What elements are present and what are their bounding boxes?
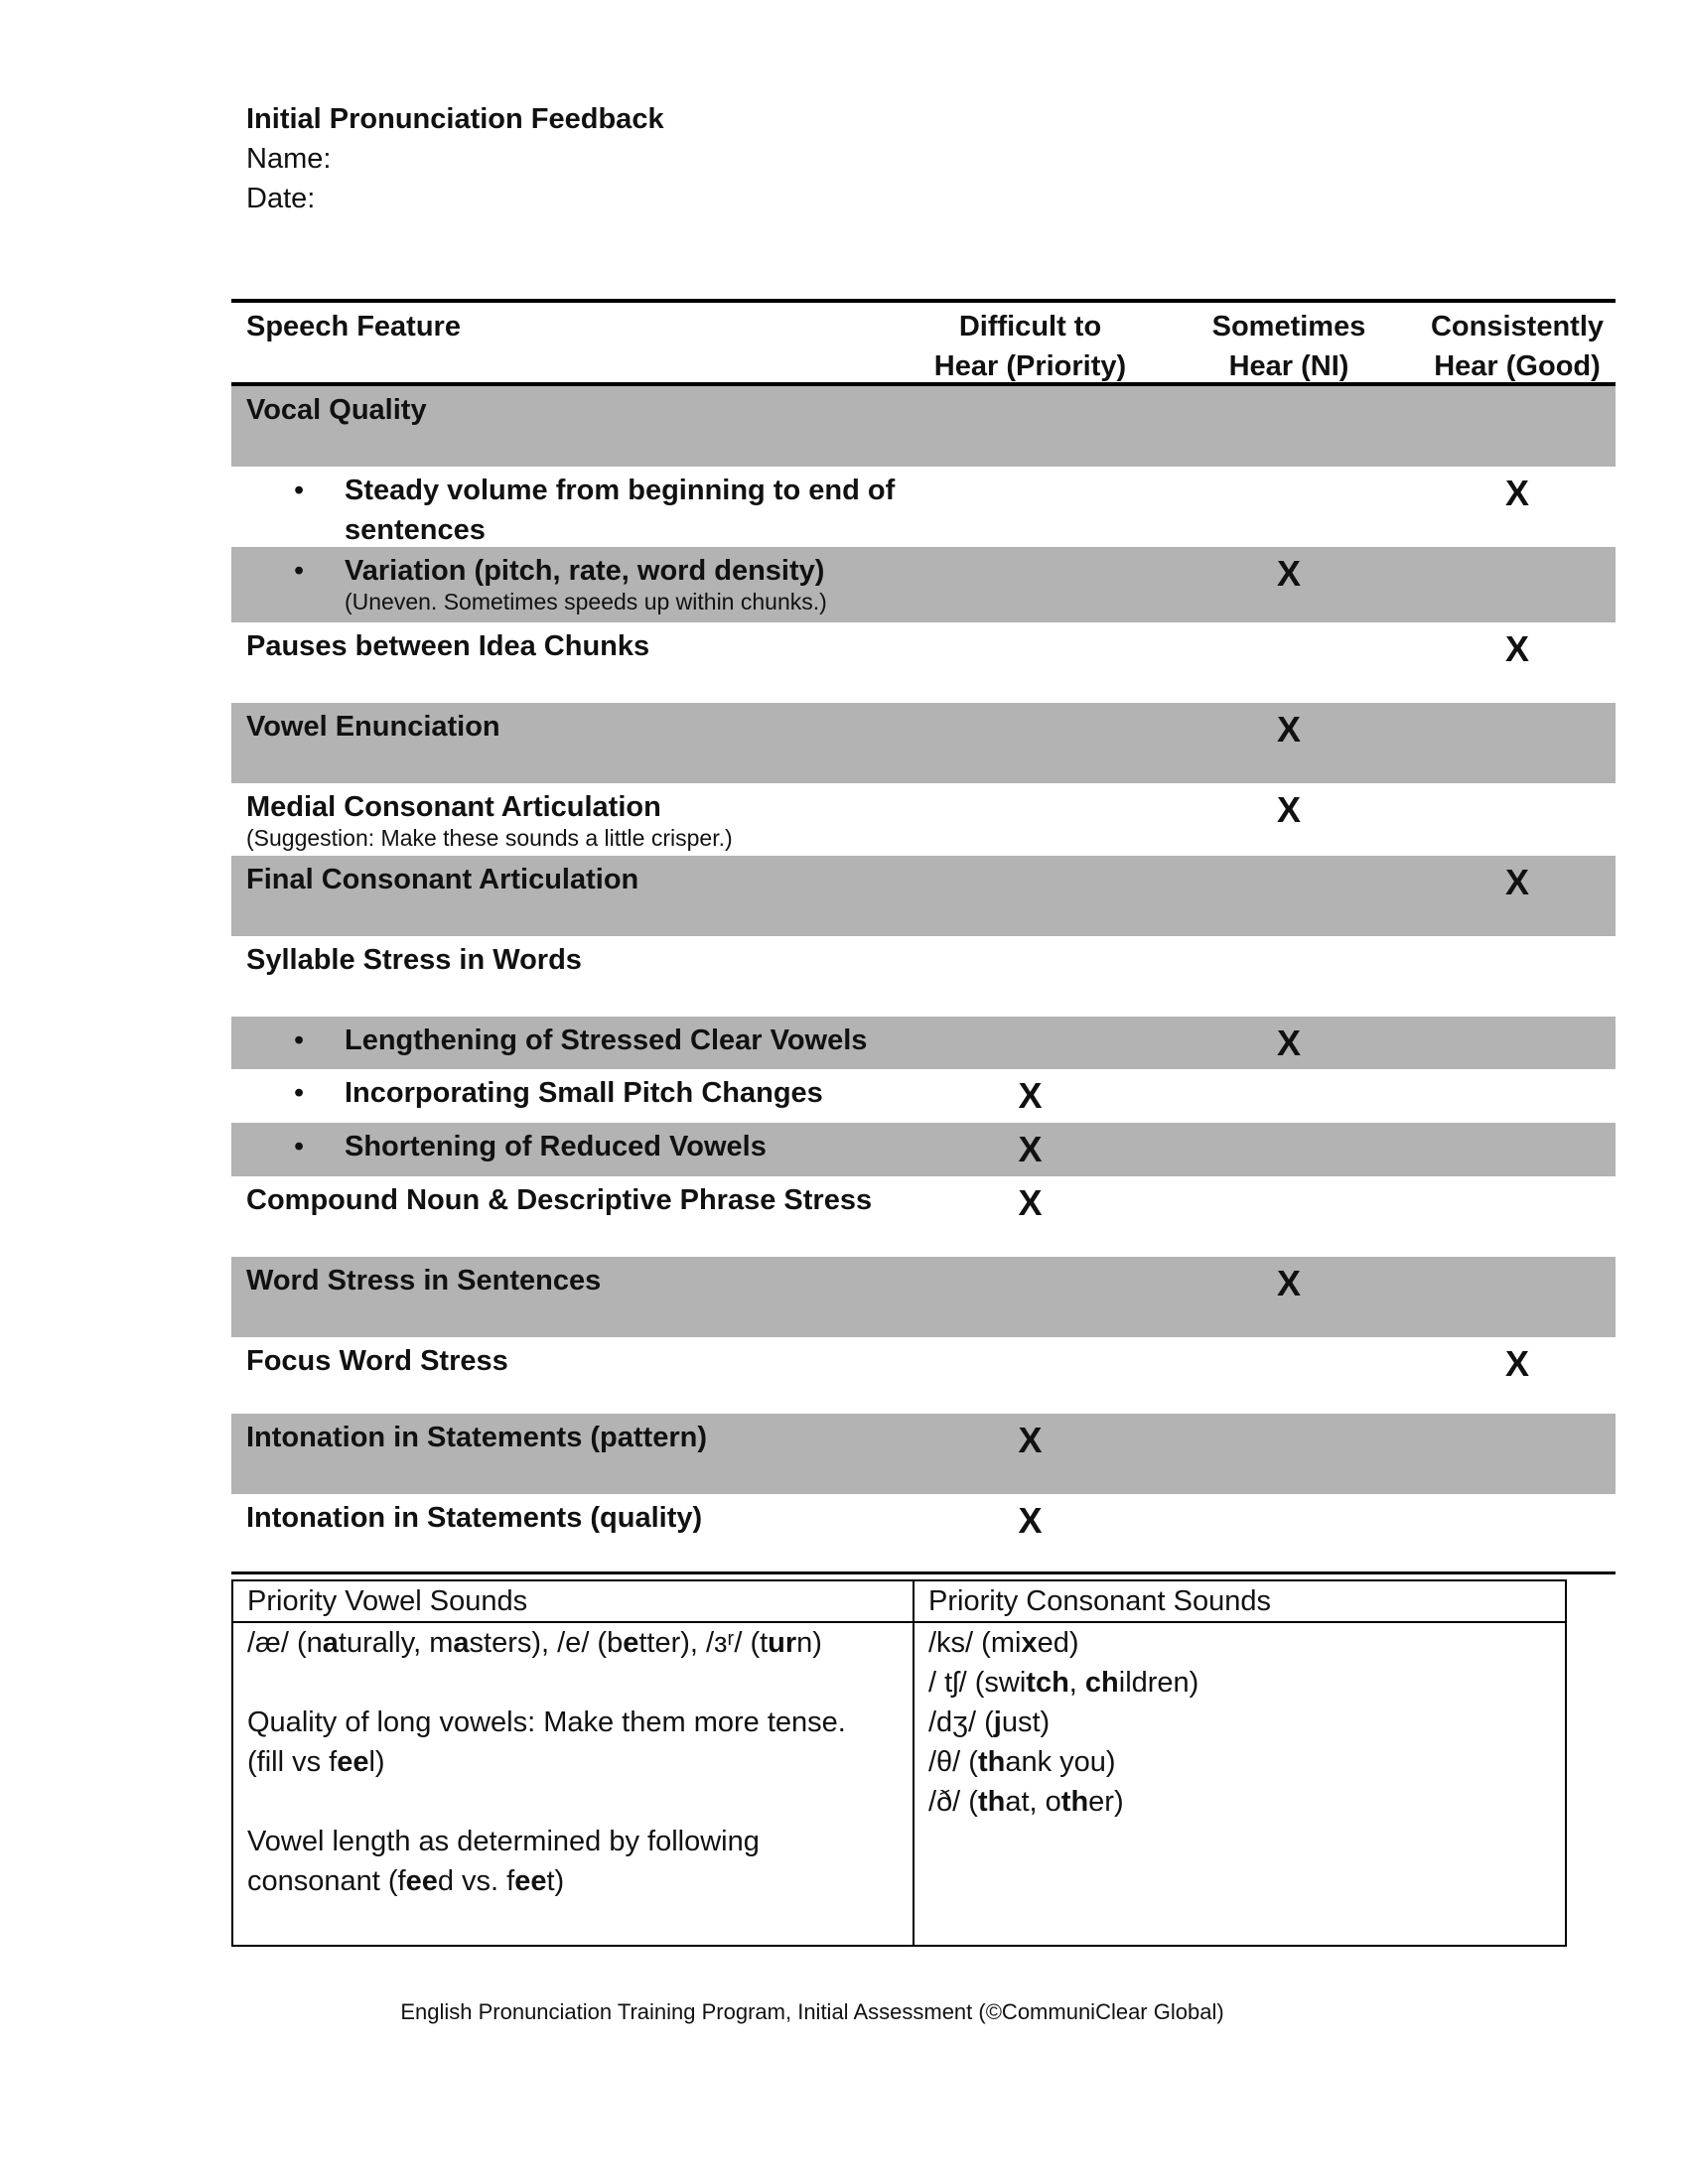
rating-cell-consistently xyxy=(1419,1257,1616,1337)
rating-mark: X xyxy=(1504,862,1529,902)
table-header-row xyxy=(231,303,1616,382)
table-row xyxy=(231,703,1616,783)
table-row xyxy=(231,467,1616,547)
speech-feature-cell xyxy=(231,1414,902,1494)
emphasized-letters: ur xyxy=(768,1627,797,1659)
feature-label: Word Stress in Sentences xyxy=(246,1265,602,1297)
document-header xyxy=(246,99,664,218)
emphasized-letters: ee xyxy=(337,1746,369,1778)
rating-cell-sometimes xyxy=(1159,1069,1419,1123)
text-segment: turally, m xyxy=(338,1627,454,1659)
text-segment: /dʒ/ ( xyxy=(928,1706,994,1738)
blank-line xyxy=(247,1663,913,1703)
table-row xyxy=(231,386,1616,467)
feature-label: Vowel Enunciation xyxy=(246,711,500,743)
feature-label: Lengthening of Stressed Clear Vowels xyxy=(345,1024,868,1056)
emphasized-letters: tch xyxy=(1026,1667,1069,1699)
rating-cell-difficult xyxy=(902,936,1159,1017)
rating-cell-difficult xyxy=(902,1069,1159,1123)
header-sometimes xyxy=(1159,303,1419,382)
feature-content xyxy=(246,783,902,853)
table-row xyxy=(231,936,1616,1017)
text-segment: (fill vs f xyxy=(247,1746,338,1778)
header-difficult-line2: Hear (Priority) xyxy=(933,350,1127,382)
feature-label: Steady volume from beginning to end of sentences xyxy=(345,475,896,546)
feature-label: Intonation in Statements (pattern) xyxy=(246,1422,707,1453)
rating-cell-consistently xyxy=(1419,1337,1616,1414)
consonant-line xyxy=(928,1782,1565,1822)
emphasized-letters: ch xyxy=(1084,1667,1119,1699)
speech-feature-cell xyxy=(231,386,902,467)
emphasized-letters: e xyxy=(623,1627,639,1659)
feature-content xyxy=(246,1337,902,1381)
rating-cell-difficult xyxy=(902,703,1159,783)
rating-cell-consistently xyxy=(1419,1414,1616,1494)
text-segment: er) xyxy=(1088,1786,1124,1818)
rating-mark: X xyxy=(1018,1182,1043,1223)
vowel-line xyxy=(247,1703,913,1742)
speech-feature-cell xyxy=(231,467,902,547)
rating-cell-difficult xyxy=(902,1494,1159,1571)
feature-note: (Suggestion: Make these sounds a little crisper.) xyxy=(246,825,733,851)
table-row xyxy=(231,1176,1616,1257)
rating-cell-difficult xyxy=(902,1017,1159,1069)
emphasized-letters: x xyxy=(1021,1627,1038,1659)
header-speech-feature: Speech Feature xyxy=(246,311,461,342)
rating-cell-difficult xyxy=(902,547,1159,622)
date-label: Date: xyxy=(246,183,316,214)
vowels-header: Priority Vowel Sounds xyxy=(233,1581,914,1621)
speech-feature-cell xyxy=(231,1176,902,1257)
feature-label: Syllable Stress in Words xyxy=(246,944,582,976)
rating-mark: X xyxy=(1276,789,1301,830)
rating-mark: X xyxy=(1276,553,1301,594)
consonant-line xyxy=(928,1742,1565,1782)
bulleted-item xyxy=(246,1123,902,1166)
text-segment: Quality of long vowels: Make them more tense. xyxy=(247,1706,846,1738)
rating-cell-consistently xyxy=(1419,936,1616,1017)
page-footer: English Pronunciation Training Program, Initial Assessment (©CommuniClear Global) xyxy=(400,1999,1224,2024)
bulleted-item xyxy=(246,467,902,550)
feature-content xyxy=(246,1414,902,1457)
consonant-line xyxy=(928,1623,1565,1663)
table-row xyxy=(231,622,1616,703)
rating-cell-difficult xyxy=(902,1414,1159,1494)
rating-cell-sometimes xyxy=(1159,1337,1419,1414)
vowel-line xyxy=(247,1822,913,1861)
speech-feature-cell xyxy=(231,1123,902,1176)
rating-cell-sometimes xyxy=(1159,703,1419,783)
consonant-line xyxy=(928,1703,1565,1742)
rating-cell-difficult xyxy=(902,386,1159,467)
table-row xyxy=(231,783,1616,856)
table-row xyxy=(231,1414,1616,1494)
feature-label: Incorporating Small Pitch Changes xyxy=(345,1077,823,1109)
rating-cell-consistently xyxy=(1419,1069,1616,1123)
text-segment: t) xyxy=(546,1865,565,1897)
feature-label: Pauses between Idea Chunks xyxy=(246,630,650,662)
feature-label: Compound Noun & Descriptive Phrase Stress xyxy=(246,1184,873,1216)
rating-mark: X xyxy=(1504,1343,1529,1384)
priority-sounds-table xyxy=(231,1579,1567,1947)
text-segment: /θ/ ( xyxy=(928,1746,978,1778)
emphasized-letters: th xyxy=(1060,1786,1089,1818)
rating-cell-sometimes xyxy=(1159,467,1419,547)
rating-cell-sometimes xyxy=(1159,547,1419,622)
feature-content xyxy=(345,1017,902,1060)
text-segment: , xyxy=(1068,1667,1085,1699)
feature-label: Intonation in Statements (quality) xyxy=(246,1502,703,1534)
vowel-line xyxy=(247,1861,913,1901)
rating-mark: X xyxy=(1018,1075,1043,1116)
consonant-line xyxy=(928,1663,1565,1703)
rating-cell-difficult xyxy=(902,1257,1159,1337)
speech-feature-cell xyxy=(231,1017,902,1069)
rating-cell-consistently xyxy=(1419,467,1616,547)
vowel-sounds-cell xyxy=(233,1623,914,1945)
sounds-header-row xyxy=(233,1581,1565,1623)
rating-cell-difficult xyxy=(902,783,1159,856)
feature-content xyxy=(246,936,902,980)
emphasized-letters: ee xyxy=(405,1865,438,1897)
feature-label: Shortening of Reduced Vowels xyxy=(345,1131,767,1162)
blank-line xyxy=(247,1782,913,1822)
feature-content xyxy=(246,386,902,430)
feature-content xyxy=(246,1494,902,1538)
rating-mark: X xyxy=(1276,1023,1301,1063)
rating-cell-difficult xyxy=(902,1123,1159,1176)
rating-cell-sometimes xyxy=(1159,1414,1419,1494)
name-label: Name: xyxy=(246,143,332,175)
rating-mark: X xyxy=(1276,709,1301,750)
table-row xyxy=(231,1257,1616,1337)
speech-feature-cell xyxy=(231,1257,902,1337)
rating-cell-consistently xyxy=(1419,622,1616,703)
rating-cell-difficult xyxy=(902,1337,1159,1414)
text-segment: consonant (f xyxy=(247,1865,406,1897)
feature-content xyxy=(345,1123,902,1166)
rating-cell-sometimes xyxy=(1159,622,1419,703)
feature-content xyxy=(246,856,902,899)
rating-cell-consistently xyxy=(1419,856,1616,936)
bullet-icon: • xyxy=(294,1077,305,1109)
rating-mark: X xyxy=(1018,1420,1043,1460)
header-sometimes-line1: Sometimes xyxy=(1211,311,1366,342)
text-segment: n) xyxy=(796,1627,822,1659)
text-segment: sters), /e/ (b xyxy=(469,1627,624,1659)
rating-cell-difficult xyxy=(902,856,1159,936)
feature-content xyxy=(345,547,902,616)
text-segment: ildren) xyxy=(1118,1667,1199,1699)
emphasized-letters: ee xyxy=(514,1865,547,1897)
table-row xyxy=(231,1123,1616,1176)
text-segment: l) xyxy=(368,1746,385,1778)
text-segment: ank you) xyxy=(1005,1746,1116,1778)
rating-cell-consistently xyxy=(1419,386,1616,467)
speech-feature-cell xyxy=(231,622,902,703)
rating-cell-consistently xyxy=(1419,783,1616,856)
feature-label: Vocal Quality xyxy=(246,394,427,426)
speech-feature-cell xyxy=(231,703,902,783)
bulleted-item xyxy=(246,1017,902,1060)
feedback-rows xyxy=(231,386,1616,1571)
rating-cell-consistently xyxy=(1419,1017,1616,1069)
header-consistently-line2: Hear (Good) xyxy=(1434,350,1601,382)
rating-mark: X xyxy=(1018,1500,1043,1541)
rating-cell-sometimes xyxy=(1159,1494,1419,1571)
text-segment: / tʃ/ (swi xyxy=(928,1667,1027,1699)
text-segment: ed) xyxy=(1037,1627,1079,1659)
text-segment: /ð/ ( xyxy=(928,1786,978,1818)
rating-cell-difficult xyxy=(902,467,1159,547)
rating-cell-consistently xyxy=(1419,1176,1616,1257)
emphasized-letters: j xyxy=(993,1706,1002,1738)
speech-feature-cell xyxy=(231,1494,902,1571)
document-title: Initial Pronunciation Feedback xyxy=(246,103,664,135)
rating-mark: X xyxy=(1504,628,1529,669)
sounds-body-row xyxy=(233,1623,1565,1945)
vowel-line xyxy=(247,1742,913,1782)
feature-label: Focus Word Stress xyxy=(246,1345,508,1377)
emphasized-letters: a xyxy=(453,1627,470,1659)
text-segment: Vowel length as determined by following xyxy=(247,1826,760,1857)
feature-label: Variation (pitch, rate, word density) xyxy=(345,555,825,587)
speech-feature-cell xyxy=(231,783,902,856)
bulleted-item xyxy=(246,1069,902,1113)
text-segment: /æ/ (n xyxy=(247,1627,323,1659)
table-row xyxy=(231,1017,1616,1069)
rating-mark: X xyxy=(1504,473,1529,513)
speech-feature-cell xyxy=(231,547,902,622)
rating-cell-sometimes xyxy=(1159,856,1419,936)
table-row xyxy=(231,856,1616,936)
speech-feature-cell xyxy=(231,1337,902,1414)
rating-cell-sometimes xyxy=(1159,1257,1419,1337)
rating-cell-difficult xyxy=(902,622,1159,703)
bullet-icon: • xyxy=(294,555,305,587)
header-consistently-line1: Consistently xyxy=(1430,311,1605,342)
table-row xyxy=(231,1337,1616,1414)
text-segment: at, o xyxy=(1005,1786,1061,1818)
feature-content xyxy=(246,622,902,666)
text-segment: tter), /ɜʳ/ (t xyxy=(638,1627,769,1659)
rating-cell-sometimes xyxy=(1159,1017,1419,1069)
text-segment: ust) xyxy=(1001,1706,1051,1738)
rating-cell-consistently xyxy=(1419,547,1616,622)
rating-cell-consistently xyxy=(1419,1123,1616,1176)
table-row xyxy=(231,1069,1616,1123)
feature-content xyxy=(345,467,902,550)
table-bottom-rule xyxy=(231,1571,1616,1574)
header-sometimes-line2: Hear (NI) xyxy=(1228,350,1349,382)
consonant-sounds-cell xyxy=(914,1623,1565,1945)
rating-cell-difficult xyxy=(902,1176,1159,1257)
rating-cell-sometimes xyxy=(1159,1123,1419,1176)
rating-cell-sometimes xyxy=(1159,783,1419,856)
emphasized-letters: th xyxy=(977,1786,1006,1818)
feature-note: (Uneven. Sometimes speeds up within chunks.) xyxy=(345,589,827,614)
bullet-icon: • xyxy=(294,1024,305,1056)
emphasized-letters: a xyxy=(322,1627,339,1659)
rating-mark: X xyxy=(1018,1129,1043,1169)
bullet-icon: • xyxy=(294,1131,305,1162)
rating-cell-consistently xyxy=(1419,703,1616,783)
feature-content xyxy=(246,703,902,747)
text-segment: d vs. f xyxy=(437,1865,515,1897)
feature-content xyxy=(345,1069,902,1113)
feature-content xyxy=(246,1257,902,1300)
text-segment: /ks/ (mi xyxy=(928,1627,1022,1659)
bullet-icon: • xyxy=(294,475,305,506)
vowel-line xyxy=(247,1623,913,1663)
rating-cell-sometimes xyxy=(1159,1176,1419,1257)
rating-cell-consistently xyxy=(1419,1494,1616,1571)
rating-mark: X xyxy=(1276,1263,1301,1303)
speech-feature-cell xyxy=(231,1069,902,1123)
emphasized-letters: th xyxy=(977,1746,1006,1778)
table-row xyxy=(231,547,1616,622)
bulleted-item xyxy=(246,547,902,616)
header-difficult-line1: Difficult to xyxy=(958,311,1102,342)
rating-cell-sometimes xyxy=(1159,936,1419,1017)
feedback-table xyxy=(231,299,1616,1574)
speech-feature-cell xyxy=(231,856,902,936)
feature-label: Final Consonant Articulation xyxy=(246,864,639,895)
header-difficult xyxy=(902,303,1159,382)
header-consistently xyxy=(1419,303,1616,382)
consonants-header: Priority Consonant Sounds xyxy=(928,1585,1271,1617)
rating-cell-sometimes xyxy=(1159,386,1419,467)
feature-content xyxy=(246,1176,902,1220)
table-row xyxy=(231,1494,1616,1571)
speech-feature-cell xyxy=(231,936,902,1017)
feature-label: Medial Consonant Articulation xyxy=(246,791,661,823)
